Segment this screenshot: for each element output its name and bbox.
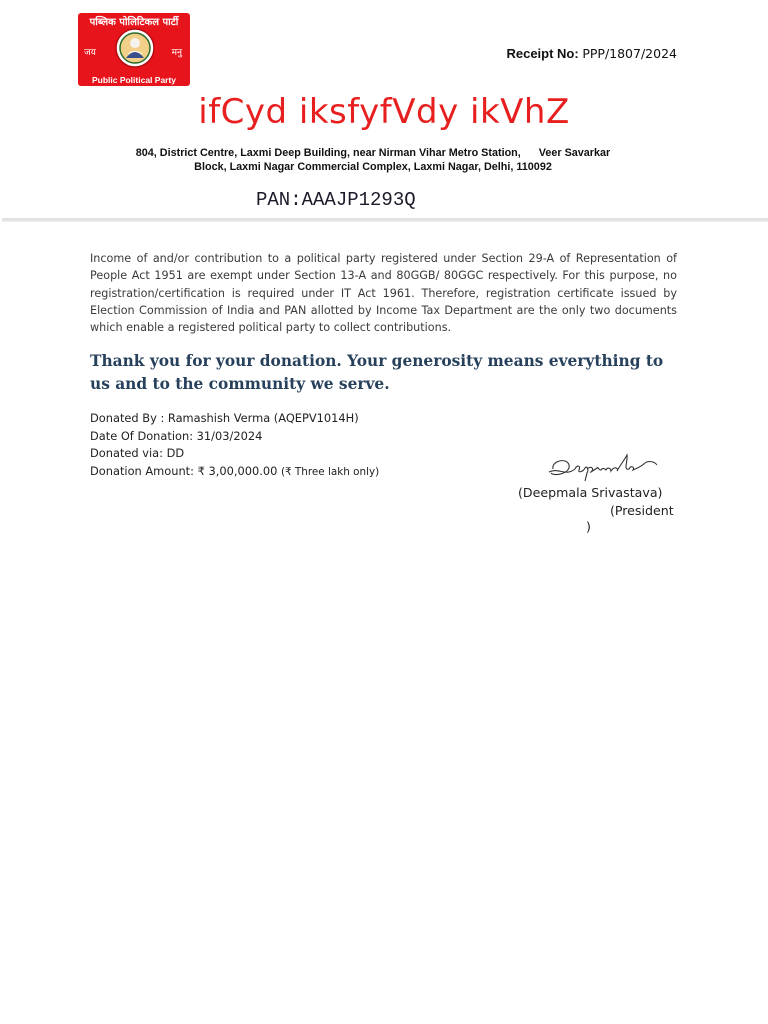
- emblem-icon: [115, 28, 155, 68]
- amount-value: ₹ 3,00,000.00: [197, 463, 278, 478]
- signature-image: [545, 447, 661, 487]
- legal-notice: Income of and/or contribution to a political party registered under Section 29-A of Representation of People Act 1951 are exempt under Section 13-A and 80GGB/ 80GGC respectively. For this purpose, no registration/certification is required under IT Act 1961. Therefore, registration certificate issued by Election Commission of India and PAN allotted by Income Tax Department are the only two documents which enable a registered political party to collect contributions.: [90, 252, 677, 335]
- header-divider: [2, 218, 768, 222]
- thank-you-message: Thank you for your donation. Your generosity means everything to us and to the community we serve.: [90, 352, 664, 393]
- donation-method: Donated via: DD: [90, 446, 185, 460]
- receipt-label: Receipt No:: [506, 46, 579, 61]
- receipt-number: [506, 46, 677, 61]
- donated-by: Donated By : Ramashish Verma (AQEPV1014H): [90, 411, 359, 425]
- amount-label: Donation Amount:: [90, 463, 194, 478]
- pan-number: PAN:AAAJP1293Q: [256, 189, 416, 211]
- logo-english-name: Public Political Party: [91, 75, 177, 85]
- logo-hindi-name: पब्लिक पोलिटिकल पार्टी: [89, 17, 179, 28]
- logo-right-text: मनु: [171, 48, 182, 58]
- signatory-name: (Deepmala Srivastava): [518, 485, 663, 500]
- donation-details: [90, 410, 379, 481]
- logo-left-text: जय: [84, 48, 96, 58]
- address-line-1: 804, District Centre, Laxmi Deep Building, near Nirman Vihar Metro Station, Veer Savarkar: [135, 147, 611, 159]
- address-line-2: Block, Laxmi Nagar Commercial Complex, Laxmi Nagar, Delhi, 110092: [194, 161, 552, 173]
- signatory-title-close: ): [586, 519, 591, 534]
- donation-amount: [90, 463, 379, 482]
- amount-in-words: (₹ Three lakh only): [280, 465, 380, 478]
- signatory-title: (President: [610, 503, 674, 518]
- party-logo: [78, 13, 190, 86]
- party-address: [118, 146, 628, 174]
- party-title: ifCyd iksfyfVdy ikVhZ: [198, 92, 570, 132]
- donation-date: Date Of Donation: 31/03/2024: [90, 428, 263, 443]
- receipt-value: PPP/1807/2024: [582, 46, 677, 61]
